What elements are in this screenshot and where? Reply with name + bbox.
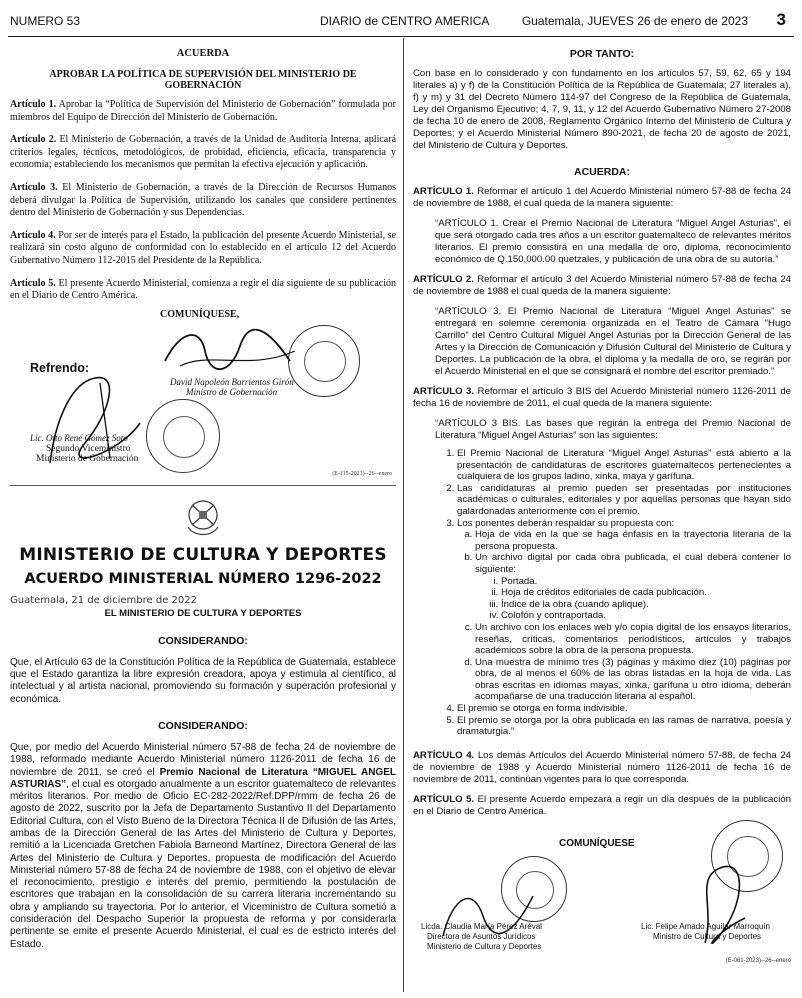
acuerdo-number: ACUERDO MINISTERIAL NÚMERO 1296-2022: [24, 570, 382, 587]
article-1: Artículo 1. Aprobar la “Política de Supervisión del Ministerio de Gobernación” formulada por miembros del Equipo de Dirección del Ministerio de Gobernación.: [10, 99, 396, 123]
vice-title-2: Ministerio de Gobernación: [36, 453, 139, 464]
comuniquese-label: COMUNÍQUESE,: [160, 308, 240, 320]
issue-date: Guatemala, JUEVES 26 de enero de 2023: [521, 14, 748, 28]
list-item: c. Un archivo con los enlaces web y/o copia digital de los ensayos literarios, reseñas, críticas, comentarios periodísticos, artículos y trabajos académicos sobre la obra de la persona propuesta.: [475, 622, 791, 657]
articulo-2-quote: “ARTÍCULO 3. El Premio Nacional de Literatura “Miguel Angel Asturias” se entregará en solemne ceremonia organizada en el Teatro de Cámara “Hugo Carrillo” del Centro Cultural Miguel Angel Asturias por la Dirección General de las Artes y la Dirección de Comunicación y Difusión Cultural del Ministerio de Cultura y Deportes. La publicación de la obra, el diploma y la medalla de oro, se regirán por el Acuerdo Ministerial en el que se consignará el nombre del escritor premiado.”: [435, 306, 791, 377]
refrendo-label: Refrendo:: [30, 360, 90, 375]
considerando-1-text: Que, el Artículo 63 de la Constitución Política de la República de Guatemala, establece que el Estado garantiza la libre expresión creadora, apoya y estimula al científico, al intelectual y al artista nacional, promoviendo su formación y superación profesional y económica.: [10, 656, 396, 705]
acuerda-heading-right: ACUERDA:: [574, 166, 630, 178]
list-item: 3. Los ponentes deberán respaldar su propuesta con: a. Hoja de vida en la que se haga énfasis en la trayectoria literaria de la persona propuesta. b. Un archivo digital por cada obra publicada, el cual deberá contener lo siguiente: i. Portada. ii. Hoja de créditos editoriales de cada publicación. iii. Índice de la obra (cuando aplique). iv. Colofón y contraportada. c. Un archivo con los enlaces web y/o copia digital de los ensayos literarios, reseñas, críticas, comentarios periodísticos, artículos y trabajos académicos sobre la obra de la persona propuesta. d. Una muestra de mínimo tres (3) páginas y máximo diez (10) páginas por obra, de al menos el 60% de las obras listadas en la hoja de vida. Las obras escritas en idiomas mayas, xinka, garífuna u otro idioma, deberán acompañarse de una traducción literaria al español.: [457, 518, 791, 704]
list-item: 5. El premio se otorga por la obra publicada en las ramas de narrativa, poesía y dramaturgia.”: [457, 715, 791, 738]
articulo-3-quote: “ARTÍCULO 3 BIS. Las bases que regirán la entrega del Premio Nacional de Literatura “Miguel Angel Asturias” son las siguientes:: [435, 418, 791, 441]
sig1-name: Licda. Claudia María Pérez Aréval: [421, 921, 542, 931]
acuerda-heading: ACUERDA: [176, 48, 230, 59]
section-rule: [10, 485, 396, 487]
list-item: b. Un archivo digital por cada obra publicada, el cual deberá contener lo siguiente: i. Portada. ii. Hoja de créditos editoriales de cada publicación. iii. Índice de la obra (cuando aplique). iv. Colofón y contraportada.: [475, 552, 791, 622]
comuniquese-label-right: COMUNÍQUESE: [559, 837, 635, 849]
list-item: 4. El premio se otorga en forma indivisible.: [457, 703, 791, 715]
articulo-1: ARTÍCULO 1. Reformar el artículo 1 del Acuerdo Ministerial número 57-88 de fecha 24 de noviembre de 1988, el cual queda de la manera siguiente:: [413, 186, 792, 209]
bases-list: [413, 448, 791, 738]
article-3: Artículo 3. El Ministerio de Gobernación, a través de la Dirección de Recursos Humanos deberá divulgar la Política de Supervisión, utilizando los canales que considere pertinentes dentro del Ministerio de Gobernación y sus Dependencias.: [10, 181, 397, 219]
articulo-3: ARTÍCULO 3. Reformar el artículo 3 BIS del Acuerdo Ministerial número 1126-2011 de fecha 16 de noviembre de 2011, el cual queda de la manera siguiente:: [413, 386, 791, 409]
ministry-title: MINISTERIO DE CULTURA Y DEPORTES: [19, 544, 387, 565]
articulo-5: ARTÍCULO 5. El presente Acuerdo empezará a regir un día después de la publicación en el Diario de Centro América.: [413, 793, 791, 817]
viceministerio-seal: [146, 399, 220, 473]
articulo-2: ARTÍCULO 2. Reformar el artículo 3 del Acuerdo Ministerial número 57-88 de fecha 24 de noviembre de 1988 el cual queda de la manera siguiente:: [413, 274, 792, 297]
vice-title-1: Segundo Viceministro: [46, 443, 131, 454]
articulo-1-quote: “ARTÍCULO 1. Crear el Premio Nacional de Literatura “Miguel Angel Asturias”, el que será otorgado cada tres años a un escritor guatemalteco de relevantes méritos literarios. El premio consistirá en una medalla de oro, diploma, reconocimiento económico de Q.150,000.00 quetzales, y publicación de una obra de su autoría.”: [435, 218, 791, 265]
page-number: 3: [776, 10, 786, 29]
column-divider: [403, 38, 404, 992]
por-tanto-text: Con base en lo considerado y con fundamento en los artículos 57, 59, 62, 65 y 194 literales a) y f) de la Constitución Política de la República de Guatemala; 27 literales a), f) y m) y 31 del Decreto Número 114-97 del Congreso de la República de Guatemala, Ley del Organismo Ejecutivo; 4, 7, 9, 11, y 12 del Acuerdo Gubernativo Número 27-2008 de fecha 10 de enero de 2008, Reglamento Orgánico Interno del Ministerio de Cultura y Deportes; y el Acuerdo Ministerial Número 890-2021, de fecha 20 de agosto de 2021, del Ministerio de Cultura y Deportes.: [413, 68, 791, 151]
sig2-name: Lic. Felipe Amado Aguilar Marroquín: [641, 921, 770, 931]
sig1-org: Ministerio de Cultura y Deportes: [427, 941, 542, 951]
list-item: 1. El Premio Nacional de Literatura “Miguel Angel Asturias” está abierto a la presentación de candidaturas de escritores guatemaltecos pertenecientes a cualquiera de los grupos ladino, xinka, maya y garífuna.: [457, 448, 791, 483]
minister-signature: [160, 321, 300, 381]
list-item: iii. Índice de la obra (cuando aplique).: [501, 599, 791, 611]
article-5: Artículo 5. El presente Acuerdo Ministerial, comienza a regir el día siguiente de su publicación en el Diario de Centro América.: [10, 277, 397, 302]
sig1-title: Directora de Asuntos Jurídicos: [427, 931, 536, 941]
list-item: i. Portada.: [501, 576, 791, 588]
publication-code-right: (E-061-2023)--26--enero: [725, 957, 791, 964]
list-item: 2. Las candidaturas al premio pueden ser presentadas por instituciones académicas o culturales, editoriales y por aquellas personas que hayan sido galardonadas anteriormente con el premio.: [457, 483, 791, 518]
gobernacion-seal: [288, 325, 360, 397]
issue-number: NUMERO 53: [10, 14, 81, 28]
article-2: Artículo 2. El Ministerio de Gobernación, a través de la Unidad de Auditoría Interna, aplicará criterios legales, técnicos, metodológicos, de probidad, eficiencia, eficacia, transparencia y economía; estableciendo los mecanismos que permitan la efectiva ejecución y aplicación.: [10, 134, 397, 171]
minister-title: Ministro de Gobernación: [186, 386, 278, 397]
guatemala-coat-of-arms-icon: [184, 495, 222, 541]
right-column: [413, 42, 791, 968]
signature-block-gobernacion: [10, 303, 396, 483]
sig2-title: Ministro de Cultura y Deportes: [653, 931, 762, 941]
signature-block-cultura: [413, 818, 791, 968]
considerando-heading-2: CONSIDERANDO:: [158, 719, 248, 732]
policy-title: APROBAR LA POLÍTICA DE SUPERVISIÓN DEL MINISTERIO DE GOBERNACIÓN: [49, 69, 357, 91]
page-header: [8, 10, 794, 32]
list-item: d. Una muestra de mínimo tres (3) páginas y máximo diez (10) páginas por obra, de al menos el 60% de las obras listadas en la hoja de vida. Las obras escritas en idiomas mayas, xinka, garífuna u otro idioma, deberán acompañarse de una traducción literaria al español.: [475, 657, 791, 703]
acuerdo-date: Guatemala, 21 de diciembre de 2022: [10, 594, 197, 606]
considerando-heading-1: CONSIDERANDO:: [158, 634, 248, 647]
newspaper-name: DIARIO de CENTRO AMERICA: [320, 14, 490, 28]
list-item: iv. Colofón y contraportada.: [501, 610, 791, 622]
vice-name: Lic. Otto René Gómez Soto: [30, 432, 128, 443]
el-ministerio-heading: EL MINISTERIO DE CULTURA Y DEPORTES: [104, 607, 302, 619]
list-item: ii. Hoja de créditos editoriales de cada publicación.: [501, 587, 791, 599]
minister-name: David Napoleón Barrientos Girón: [170, 376, 294, 387]
considerando-2-text: Que, por medio del Acuerdo Ministerial número 57-88 de fecha 24 de noviembre de 1988, reformado mediante Acuerdo Ministerial número 1126-2011 de fecha 16 de noviembre de 2011, se creó el Premio Nacional de Literatura “MIGUEL ANGEL ASTURIAS”, el cual es otorgado anualmente a un escritor guatemalteco de relevantes méritos literarios. Por medio de Oficio EC-282-2022/Ref.DPP/rmm de fecha 26 de agosto de 2022, suscrito por la Jefa de Departamento Sustantivo II del Departamento Editorial Cultura, con el Visto Bueno de la Directora Técnica II de Difusión de las Artes, ambas de la Dirección General de las Artes del Ministerio de Cultura y Deportes, remitió a la Licenciada Gretchen Fabiola Barneond Martínez, Directora General de las Artes del Ministerio de Cultura y Deportes, propuesta de modificación del Acuerdo Ministerial número 57-88 de fecha 24 de noviembre de 1988, con el objetivo de elevar el reconocimiento, prestigio e interés del premio, permitiendo la postulación de escritores que trabajan en la consolidación de su carrera literaria incrementando su obra y ampliando su trayectoria. Por lo anterior, el Viceministro de Cultura sometió a consideración del Despacho Superior la propuesta de reforma y por considerarla pertinente se emite el presente Acuerdo Ministerial, el cual es de estricto interés del Estado.: [10, 741, 396, 950]
list-item: a. Hoja de vida en la que se haga énfasis en la trayectoria literaria de la persona propuesta.: [475, 529, 791, 552]
header-rule: [8, 36, 794, 37]
publication-code-left: (E-115-2023)--26--enero: [332, 470, 392, 477]
left-column: [10, 42, 396, 951]
por-tanto-heading: POR TANTO:: [569, 48, 635, 60]
article-4: Artículo 4. Por ser de interés para el Estado, la publicación del presente Acuerdo Ministerial, se realizará sin costo alguno de conformidad con lo establecido en el artículo 12 del Acuerdo Gubernativo Número 112-2015 del Presidente de la República.: [10, 229, 397, 266]
articulo-4: ARTÍCULO 4. Los demás Artículos del Acuerdo Ministerial número 57-88, de fecha 24 de noviembre de 1988 y Acuerdo Ministerial número 1126-2011 de fecha 16 de noviembre de 2011, continúan vigentes para lo que corresponda.: [413, 749, 791, 785]
